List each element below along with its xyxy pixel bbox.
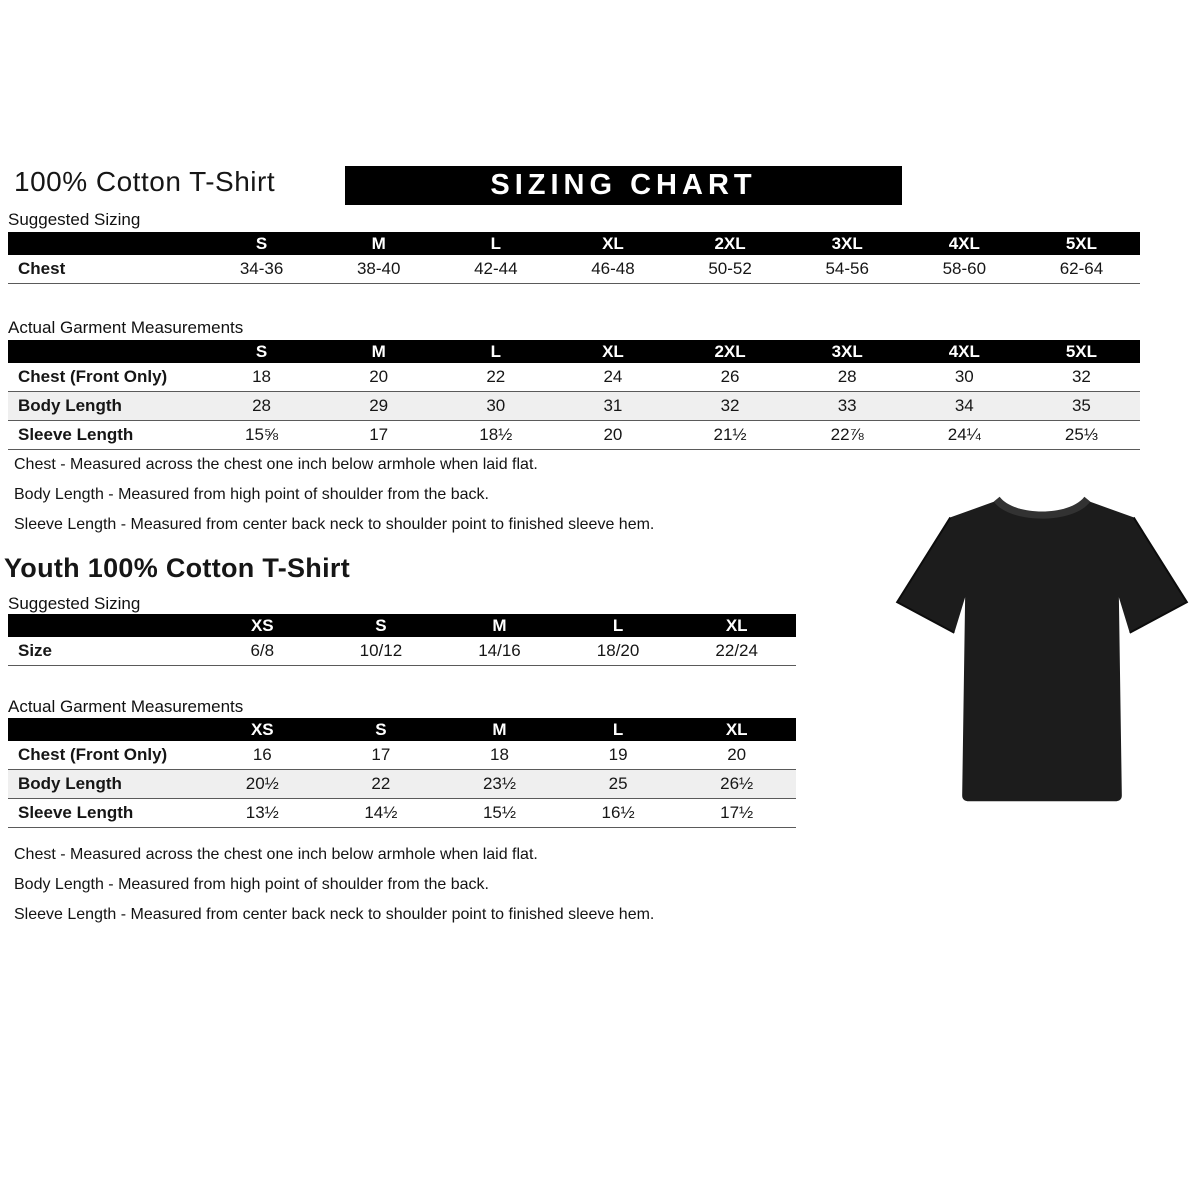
table-cell: 42-44 — [474, 259, 518, 278]
table-cell: 13½ — [245, 803, 279, 822]
size-column-header: XL — [677, 718, 796, 741]
row-label: Sleeve Length — [18, 803, 134, 822]
table-cell: 62-64 — [1059, 259, 1104, 278]
adult-suggested-sizing-table — [8, 232, 1140, 284]
size-column-header: M — [440, 614, 559, 637]
chest-note: Chest - Measured across the chest one inch below armhole when laid flat. — [14, 846, 538, 863]
table-row — [8, 421, 1140, 450]
table-cell: 29 — [369, 396, 389, 415]
size-column-header: XS — [203, 718, 322, 741]
table-cell: 32 — [720, 396, 740, 415]
adult-actual-table-wrap — [8, 340, 1140, 450]
adult-suggested-sizing-label: Suggested Sizing — [8, 210, 141, 229]
table-cell: 17 — [371, 745, 391, 764]
table-cell: 30 — [486, 396, 506, 415]
table-cell: 15⅝ — [245, 425, 279, 444]
table-cell: 23½ — [482, 774, 517, 793]
table-row — [8, 770, 796, 799]
adult-actual-measurements-table — [8, 340, 1140, 450]
table-cell: 10/12 — [359, 641, 403, 660]
row-label: Size — [18, 641, 53, 660]
size-column-header: 5XL — [1023, 340, 1140, 363]
youth-measurement-notes — [14, 846, 654, 936]
table-cell: 18 — [490, 745, 509, 764]
size-column-header: S — [322, 614, 441, 637]
table-cell: 32 — [1071, 367, 1091, 386]
table-cell: 22⅞ — [830, 425, 864, 444]
table-cell: 6/8 — [250, 641, 275, 660]
youth-suggested-sizing-table — [8, 614, 796, 666]
table-cell: 18/20 — [596, 641, 640, 660]
size-column-header: XS — [203, 614, 322, 637]
row-label: Sleeve Length — [18, 425, 134, 444]
size-column-header: L — [559, 718, 678, 741]
youth-actual-measurements-table — [8, 718, 796, 828]
youth-section-title: Youth 100% Cotton T-Shirt — [4, 553, 350, 583]
row-label: Body Length — [18, 396, 122, 415]
size-column-header: M — [320, 232, 437, 255]
youth-actual-table-wrap — [8, 718, 796, 828]
table-cell: 20½ — [245, 774, 279, 793]
table-cell: 22 — [371, 774, 391, 793]
size-column-header: L — [559, 614, 678, 637]
youth-suggested-table-wrap — [8, 614, 796, 666]
sleeve-length-note: Sleeve Length - Measured from center back neck to shoulder point to finished sleeve hem. — [14, 906, 655, 923]
table-cell: 50-52 — [708, 259, 752, 278]
size-column-header: S — [203, 232, 320, 255]
table-header-corner — [8, 340, 203, 363]
table-header-corner — [8, 232, 203, 255]
size-column-header: XL — [554, 232, 671, 255]
table-cell: 15½ — [482, 803, 517, 822]
tshirt-image — [893, 478, 1191, 818]
table-cell: 22 — [486, 367, 506, 386]
table-cell: 14½ — [364, 803, 398, 822]
size-column-header: 2XL — [672, 232, 789, 255]
row-label: Body Length — [18, 774, 122, 793]
table-cell: 14/16 — [478, 641, 521, 660]
table-cell: 20 — [603, 425, 623, 444]
row-label: Chest — [18, 259, 66, 278]
table-cell: 18½ — [479, 425, 513, 444]
table-cell: 28 — [837, 367, 857, 386]
table-header-row — [8, 614, 796, 637]
table-cell: 17 — [369, 425, 389, 444]
youth-suggested-sizing-label: Suggested Sizing — [8, 594, 141, 613]
row-label: Chest (Front Only) — [18, 745, 168, 764]
table-row — [8, 637, 796, 666]
table-cell: 24 — [603, 367, 623, 386]
size-column-header: 3XL — [789, 232, 906, 255]
adult-measurement-notes — [14, 456, 654, 546]
size-column-header: 5XL — [1023, 232, 1140, 255]
size-column-header: M — [320, 340, 437, 363]
chest-note: Chest - Measured across the chest one inch below armhole when laid flat. — [14, 456, 538, 473]
table-row — [8, 392, 1140, 421]
sizing-chart-banner: SIZING CHART — [345, 166, 902, 205]
table-cell: 16 — [252, 745, 272, 764]
table-cell: 16½ — [601, 803, 635, 822]
table-header-corner — [8, 718, 203, 741]
table-cell: 18 — [252, 367, 272, 386]
size-column-header: 4XL — [906, 232, 1023, 255]
size-column-header: 2XL — [672, 340, 789, 363]
body-length-note: Body Length - Measured from high point of shoulder from the back. — [14, 876, 489, 893]
table-cell: 34-36 — [239, 259, 284, 278]
table-cell: 20 — [727, 745, 747, 764]
size-column-header: S — [203, 340, 320, 363]
adult-suggested-table-wrap — [8, 232, 1140, 284]
table-cell: 17½ — [720, 803, 754, 822]
table-cell: 46-48 — [591, 259, 635, 278]
size-column-header: XL — [554, 340, 671, 363]
table-row — [8, 741, 796, 770]
size-column-header: 4XL — [906, 340, 1023, 363]
size-column-header: L — [437, 232, 554, 255]
size-column-header: 3XL — [789, 340, 906, 363]
sleeve-length-note: Sleeve Length - Measured from center back neck to shoulder point to finished sleeve hem. — [14, 516, 655, 533]
table-header-row — [8, 340, 1140, 363]
table-cell: 25⅓ — [1064, 425, 1098, 444]
table-cell: 38-40 — [356, 259, 401, 278]
table-cell: 24¼ — [947, 425, 981, 444]
size-column-header: M — [440, 718, 559, 741]
table-cell: 34 — [954, 396, 974, 415]
table-cell: 35 — [1071, 396, 1091, 415]
table-cell: 26 — [720, 367, 740, 386]
table-header-row — [8, 232, 1140, 255]
table-cell: 54-56 — [825, 259, 869, 278]
table-cell: 21½ — [713, 425, 747, 444]
adult-actual-measurements-label: Actual Garment Measurements — [8, 318, 244, 337]
table-cell: 31 — [603, 396, 623, 415]
table-cell: 33 — [837, 396, 857, 415]
row-label: Chest (Front Only) — [18, 367, 168, 386]
page-title: 100% Cotton T-Shirt — [14, 166, 276, 197]
youth-actual-measurements-label: Actual Garment Measurements — [8, 697, 244, 716]
table-cell: 20 — [369, 367, 389, 386]
table-row — [8, 799, 796, 828]
table-cell: 22/24 — [715, 641, 758, 660]
table-cell: 25 — [608, 774, 628, 793]
size-column-header: XL — [677, 614, 796, 637]
table-header-corner — [8, 614, 203, 637]
size-column-header: L — [437, 340, 554, 363]
size-column-header: S — [322, 718, 441, 741]
table-row — [8, 363, 1140, 392]
table-cell: 58-60 — [942, 259, 987, 278]
table-cell: 26½ — [720, 774, 754, 793]
body-length-note: Body Length - Measured from high point of shoulder from the back. — [14, 486, 489, 503]
table-cell: 19 — [608, 745, 628, 764]
table-cell: 28 — [252, 396, 272, 415]
table-row — [8, 255, 1140, 284]
tshirt-graphic — [893, 478, 1191, 818]
table-header-row — [8, 718, 796, 741]
table-cell: 30 — [954, 367, 974, 386]
